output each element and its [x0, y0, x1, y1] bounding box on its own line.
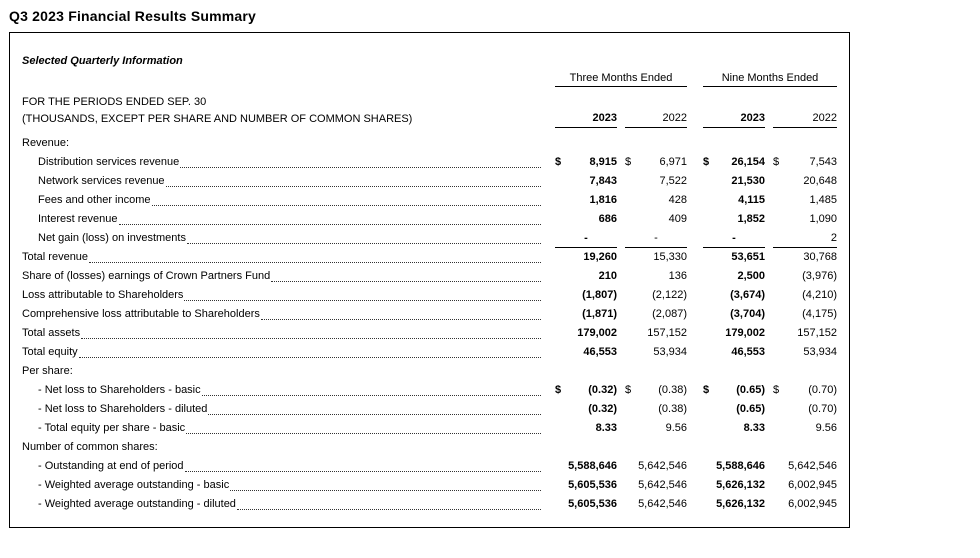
row-label: - Weighted average outstanding - basic	[38, 479, 230, 491]
cell-number: 8.33	[595, 422, 617, 434]
cell-number: 428	[668, 194, 687, 206]
cell-value	[625, 400, 687, 419]
row-label: Comprehensive loss attributable to Shareholders	[22, 308, 260, 320]
cell-number: 46,553	[583, 346, 617, 358]
table-row	[22, 153, 837, 172]
year-header-9m-2023: 2023	[703, 109, 765, 128]
table-body	[22, 134, 837, 514]
row-label-cell	[22, 419, 547, 438]
dot-leader	[186, 419, 541, 434]
cell-value	[703, 400, 765, 419]
cell-number: 53,934	[653, 346, 687, 358]
row-label: Interest revenue	[38, 213, 118, 225]
table-row	[22, 476, 837, 495]
cell-value	[625, 457, 687, 476]
cell-number: 7,522	[659, 175, 687, 187]
cell-number: 179,002	[725, 327, 765, 339]
cell-number: 30,768	[803, 251, 837, 263]
year-header-3m-2022: 2022	[625, 109, 687, 128]
row-label-cell	[22, 286, 547, 305]
row-label-cell	[22, 153, 547, 172]
cell-number: (2,122)	[652, 289, 687, 301]
cell-number: (0.38)	[658, 384, 687, 396]
cell-number: 1,485	[809, 194, 837, 206]
cell-number: -	[584, 232, 588, 244]
cell-value	[703, 153, 765, 172]
row-label-cell	[22, 400, 547, 419]
cell-value	[555, 172, 617, 191]
currency-symbol: $	[703, 156, 710, 168]
row-label: - Weighted average outstanding - diluted	[38, 498, 236, 510]
cell-number: 53,651	[731, 251, 765, 263]
cell-number: (3,704)	[730, 308, 765, 320]
cell-value	[773, 267, 837, 286]
cell-number: 5,642,546	[638, 479, 687, 491]
cell-value	[773, 229, 837, 248]
dot-leader	[180, 153, 541, 168]
dot-leader	[119, 210, 542, 225]
cell-value	[625, 324, 687, 343]
cell-number: (1,871)	[582, 308, 617, 320]
cell-value	[773, 324, 837, 343]
cell-number: 179,002	[577, 327, 617, 339]
cell-number: 6,002,945	[788, 479, 837, 491]
cell-number: 1,816	[589, 194, 617, 206]
cell-value	[703, 248, 765, 267]
cell-value	[773, 343, 837, 362]
dot-leader	[261, 305, 541, 320]
cell-number: 7,843	[589, 175, 617, 187]
dot-leader	[185, 457, 541, 472]
cell-number: 8.33	[743, 422, 765, 434]
row-label-cell	[22, 229, 547, 248]
cell-value	[703, 267, 765, 286]
cell-number: (0.70)	[808, 384, 837, 396]
cell-value	[555, 495, 617, 514]
row-label: Total assets	[22, 327, 81, 339]
dot-leader	[202, 381, 541, 396]
row-label-cell	[22, 381, 547, 400]
row-label-cell	[22, 457, 547, 476]
period-line-1: FOR THE PERIODS ENDED SEP. 30	[22, 96, 207, 108]
cell-number: 6,971	[659, 156, 687, 168]
currency-symbol: $	[703, 384, 710, 396]
table-row	[22, 457, 837, 476]
cell-value	[625, 153, 687, 172]
cell-number: (3,976)	[802, 270, 837, 282]
cell-value	[773, 305, 837, 324]
cell-value	[703, 457, 765, 476]
cell-value	[555, 229, 617, 248]
cell-value	[773, 476, 837, 495]
row-label-cell	[22, 191, 547, 210]
page-title: Q3 2023 Financial Results Summary	[9, 8, 257, 24]
column-group-nine-months: Nine Months Ended	[703, 71, 837, 87]
cell-number: 19,260	[583, 251, 617, 263]
row-label-cell	[22, 476, 547, 495]
cell-value	[555, 381, 617, 400]
cell-number: 210	[598, 270, 617, 282]
currency-symbol: $	[625, 384, 632, 396]
column-group-header-row	[22, 71, 837, 87]
cell-value	[703, 210, 765, 229]
cell-value	[703, 172, 765, 191]
cell-value	[625, 229, 687, 248]
row-label: - Outstanding at end of period	[38, 460, 184, 472]
cell-number: 686	[598, 213, 617, 225]
row-label: - Total equity per share - basic	[38, 422, 186, 434]
cell-value	[625, 191, 687, 210]
table-caption: Selected Quarterly Information	[22, 55, 183, 67]
cell-value	[625, 267, 687, 286]
section-header-row	[22, 134, 837, 153]
cell-number: 157,152	[797, 327, 837, 339]
dot-leader	[184, 286, 541, 301]
cell-number: 5,588,646	[568, 460, 617, 472]
cell-number: 1,090	[809, 213, 837, 225]
cell-number: 20,648	[803, 175, 837, 187]
cell-number: 15,330	[653, 251, 687, 263]
table-row	[22, 248, 837, 267]
cell-number: 2,500	[737, 270, 765, 282]
dot-leader	[237, 495, 541, 510]
cell-value	[773, 172, 837, 191]
section-header-row	[22, 362, 837, 381]
cell-value	[555, 191, 617, 210]
financial-table	[9, 32, 850, 528]
row-label-cell	[22, 343, 547, 362]
row-label: Total revenue	[22, 251, 89, 263]
year-header-row	[547, 109, 837, 128]
cell-value	[555, 457, 617, 476]
dot-leader	[271, 267, 541, 282]
dot-leader	[89, 248, 541, 263]
cell-value	[555, 400, 617, 419]
cell-number: 157,152	[647, 327, 687, 339]
cell-value	[773, 457, 837, 476]
table-row	[22, 191, 837, 210]
row-label-cell	[22, 362, 837, 381]
currency-symbol: $	[773, 384, 780, 396]
period-description	[22, 94, 547, 128]
dot-leader	[81, 324, 541, 339]
cell-value	[555, 286, 617, 305]
row-label-cell	[22, 134, 837, 153]
cell-value	[703, 476, 765, 495]
cell-number: 7,543	[809, 156, 837, 168]
cell-value	[625, 419, 687, 438]
currency-symbol: $	[625, 156, 632, 168]
row-label: - Net loss to Shareholders - diluted	[38, 403, 208, 415]
cell-number: 4,115	[738, 194, 765, 206]
row-label: Total equity	[22, 346, 78, 358]
section-header-row	[22, 438, 837, 457]
cell-number: 53,934	[803, 346, 837, 358]
table-row	[22, 286, 837, 305]
cell-number: 5,642,546	[788, 460, 837, 472]
cell-value	[555, 324, 617, 343]
row-label-cell	[22, 248, 547, 267]
cell-value	[773, 286, 837, 305]
year-header-9m-2022: 2022	[773, 109, 837, 128]
cell-number: 46,553	[731, 346, 765, 358]
dot-leader	[230, 476, 541, 491]
cell-number: (0.38)	[658, 403, 687, 415]
cell-value	[555, 267, 617, 286]
row-label-cell	[22, 438, 837, 457]
table-row	[22, 400, 837, 419]
cell-number: (4,210)	[802, 289, 837, 301]
cell-value	[773, 400, 837, 419]
period-header-row	[22, 94, 837, 128]
cell-value	[625, 210, 687, 229]
cell-number: 409	[668, 213, 687, 225]
period-line-2: (THOUSANDS, EXCEPT PER SHARE AND NUMBER OF COMMON SHARES)	[22, 113, 413, 125]
cell-number: 5,626,132	[716, 479, 765, 491]
header-spacer	[22, 71, 547, 87]
cell-number: 2	[830, 232, 837, 244]
row-label: Share of (losses) earnings of Crown Partners Fund	[22, 270, 271, 282]
cell-value	[703, 229, 765, 248]
cell-value	[625, 476, 687, 495]
cell-number: (0.65)	[736, 384, 765, 396]
cell-number: (2,087)	[652, 308, 687, 320]
cell-value	[703, 286, 765, 305]
row-label: Distribution services revenue	[38, 156, 180, 168]
cell-number: 5,626,132	[716, 498, 765, 510]
row-label-cell	[22, 495, 547, 514]
cell-number: 9.56	[665, 422, 687, 434]
row-label-cell	[22, 210, 547, 229]
cell-value	[555, 210, 617, 229]
column-group-three-months: Three Months Ended	[555, 71, 687, 87]
table-row	[22, 267, 837, 286]
cell-number: 26,154	[731, 156, 765, 168]
cell-number: 5,605,536	[568, 498, 617, 510]
cell-number: (0.65)	[736, 403, 765, 415]
dot-leader	[187, 229, 541, 244]
row-label: - Net loss to Shareholders - basic	[38, 384, 201, 396]
cell-value	[773, 191, 837, 210]
currency-symbol: $	[773, 156, 780, 168]
table-row	[22, 324, 837, 343]
cell-value	[773, 495, 837, 514]
cell-number: 9.56	[815, 422, 837, 434]
cell-value	[773, 248, 837, 267]
cell-value	[625, 248, 687, 267]
cell-number: (0.32)	[588, 403, 617, 415]
cell-number: (0.70)	[808, 403, 837, 415]
dot-leader	[152, 191, 541, 206]
row-label: Loss attributable to Shareholders	[22, 289, 184, 301]
row-label-cell	[22, 267, 547, 286]
cell-value	[625, 305, 687, 324]
table-row	[22, 210, 837, 229]
cell-value	[555, 419, 617, 438]
table-row	[22, 495, 837, 514]
cell-value	[703, 191, 765, 210]
row-label: Number of common shares:	[22, 441, 158, 453]
year-header-3m-2023: 2023	[555, 109, 617, 128]
cell-number: 21,530	[731, 175, 765, 187]
cell-value	[625, 343, 687, 362]
cell-value	[625, 286, 687, 305]
cell-number: 5,642,546	[638, 460, 687, 472]
dot-leader	[208, 400, 541, 415]
table-row	[22, 305, 837, 324]
row-label: Revenue:	[22, 137, 70, 149]
cell-value	[773, 210, 837, 229]
table-row	[22, 381, 837, 400]
cell-value	[555, 248, 617, 267]
row-label: Net gain (loss) on investments	[38, 232, 186, 244]
cell-value	[555, 305, 617, 324]
cell-value	[703, 381, 765, 400]
row-label-cell	[22, 324, 547, 343]
cell-value	[555, 153, 617, 172]
cell-number: (0.32)	[588, 384, 617, 396]
row-label: Network services revenue	[38, 175, 165, 187]
cell-value	[625, 172, 687, 191]
cell-value	[773, 381, 837, 400]
table-row	[22, 172, 837, 191]
table-row	[22, 419, 837, 438]
cell-number: -	[654, 232, 658, 244]
row-label: Fees and other income	[38, 194, 151, 206]
cell-number: 5,605,536	[568, 479, 617, 491]
row-label-cell	[22, 172, 547, 191]
dot-leader	[166, 172, 541, 187]
cell-number: 5,588,646	[716, 460, 765, 472]
row-label-cell	[22, 305, 547, 324]
cell-value	[625, 495, 687, 514]
cell-value	[773, 419, 837, 438]
cell-number: 8,915	[589, 156, 617, 168]
cell-value	[703, 419, 765, 438]
row-label: Per share:	[22, 365, 73, 377]
cell-number: 5,642,546	[638, 498, 687, 510]
dot-leader	[79, 343, 541, 358]
cell-number: -	[732, 232, 736, 244]
cell-value	[703, 495, 765, 514]
cell-value	[703, 324, 765, 343]
table-row	[22, 229, 837, 248]
cell-value	[703, 343, 765, 362]
cell-number: (1,807)	[582, 289, 617, 301]
cell-value	[555, 476, 617, 495]
cell-number: 1,852	[737, 213, 765, 225]
currency-symbol: $	[555, 384, 562, 396]
table-row	[22, 343, 837, 362]
cell-value	[773, 153, 837, 172]
cell-value	[555, 343, 617, 362]
cell-value	[703, 305, 765, 324]
cell-number: (3,674)	[730, 289, 765, 301]
cell-number: 136	[668, 270, 687, 282]
currency-symbol: $	[555, 156, 562, 168]
cell-value	[625, 381, 687, 400]
cell-number: 6,002,945	[788, 498, 837, 510]
cell-number: (4,175)	[802, 308, 837, 320]
